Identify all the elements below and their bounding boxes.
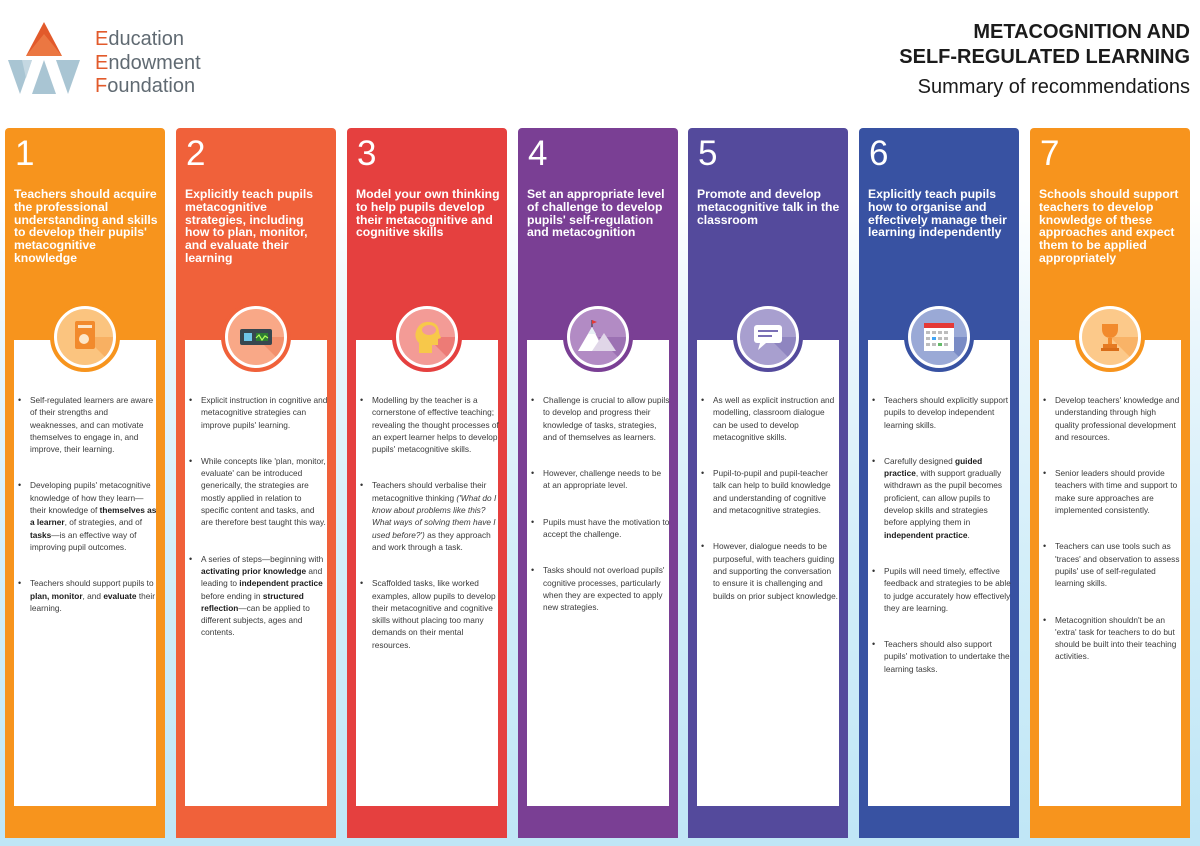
list-item <box>193 553 328 639</box>
list-item <box>22 577 157 614</box>
list-item <box>193 394 328 431</box>
bullet-text-segment: and leading to <box>201 565 323 589</box>
bullet-text-segment: Pupil-to-pupil and pupil-teacher talk can help to build knowledge and understanding of cognitive and metacognitive strategies. <box>713 468 831 516</box>
bullet-text-segment: Explicit instruction in cognitive and metacognitive strategies can improve pupils' learning. <box>201 395 328 430</box>
icon-badge <box>563 302 633 372</box>
recommendation-number: 2 <box>186 134 206 173</box>
page-title: METACOGNITION AND SELF-REGULATED LEARNING <box>899 21 1190 68</box>
bullet-text-segment: Pupils will need timely, effective feedback and strategies to be able to judge accurately how effectively they are learning. <box>884 565 1011 613</box>
bullet-text-segment: Teachers should explicitly support pupils to develop independent learning skills. <box>884 395 1009 430</box>
list-item <box>1047 394 1182 443</box>
bullet-text-segment: activating prior knowledge <box>201 565 307 576</box>
bullet-list <box>876 394 1011 699</box>
header <box>0 0 1200 120</box>
list-item <box>364 394 499 455</box>
bullet-text-segment: Developing pupils' metacognitive knowledge of how they learn—their knowledge of <box>30 480 151 516</box>
recommendation-number: 6 <box>869 134 889 173</box>
recommendation-heading: Teachers should acquire the professional understanding and skills to develop their pupils' metacognitive knowledge <box>14 187 158 265</box>
list-item <box>1047 540 1182 589</box>
bullet-text-segment: plan, monitor <box>30 590 83 601</box>
bullet-text-segment: evaluate <box>103 590 137 601</box>
bullet-text-segment: their learning. <box>30 590 155 613</box>
bullet-text-segment: independent practice <box>884 529 968 540</box>
bullet-text-segment: A series of steps—beginning with <box>201 553 324 564</box>
bullet-text-segment: tasks <box>30 529 52 540</box>
list-item <box>876 565 1011 614</box>
recommendation-column-5 <box>688 128 848 838</box>
list-item <box>705 394 840 443</box>
recommendation-column-2 <box>176 128 336 838</box>
bullet-text-segment: While concepts like 'plan, monitor, evaluate' can be introduced generically, the strategies are mostly applied in relation to specific content and tasks, and are therefore best taught this way. <box>201 455 326 528</box>
list-item <box>705 467 840 516</box>
bullet-text-segment: as they approach and work through a task. <box>372 529 491 552</box>
calendar-icon <box>911 309 967 365</box>
recommendation-number: 5 <box>698 134 718 173</box>
recommendation-heading: Schools should support teachers to develop knowledge of these approaches and expect them to be applied appropriately <box>1039 187 1179 265</box>
page-subtitle: Summary of recommendations <box>917 76 1190 98</box>
list-item <box>535 564 670 613</box>
bullet-list <box>535 394 670 638</box>
bullet-text-segment: , and <box>82 590 104 601</box>
bullet-text-segment: Develop teachers' knowledge and understanding through high quality professional development and resources. <box>1055 395 1180 442</box>
list-item <box>364 479 499 553</box>
bullet-list <box>364 394 499 675</box>
bullet-text-segment: Metacognition shouldn't be an 'extra' task for teachers to do but should be built into their teaching activities. <box>1055 614 1177 662</box>
list-item <box>22 394 157 455</box>
list-item <box>535 394 670 443</box>
bullet-text-segment: Modelling by the teacher is a cornerstone of effective teaching; revealing the thought processes of an expert learner helps to develop pupils' metacognitive skills. <box>372 395 499 455</box>
bullet-text-segment: —can be applied to different subjects, ages and contents. <box>201 602 310 638</box>
bullet-text-segment: As well as explicit instruction and modelling, classroom dialogue can be used to develop metacognitive skills. <box>713 395 835 442</box>
list-item <box>22 479 157 553</box>
recommendation-number: 3 <box>357 134 377 173</box>
bullet-text-segment: Carefully designed <box>884 455 956 466</box>
recommendation-heading: Explicitly teach pupils how to organise and effectively manage their learning independently <box>868 187 1007 240</box>
bullet-text-segment: Teachers should also support pupils' motivation to undertake the learning tasks. <box>884 639 1010 674</box>
icon-badge <box>904 302 974 372</box>
list-item <box>193 455 328 529</box>
recommendation-column-4 <box>518 128 678 838</box>
organisation-name: Education Endowment Foundation <box>95 28 201 97</box>
bullet-text-segment: guided practice <box>884 455 983 479</box>
bullet-text-segment: independent practice <box>239 578 323 589</box>
list-item <box>705 540 840 601</box>
list-item <box>364 577 499 651</box>
recommendation-number: 1 <box>15 134 35 173</box>
circuit-board-icon <box>228 309 284 365</box>
icon-badge <box>733 302 803 372</box>
bullet-text-segment: Teachers can use tools such as 'traces' and observation to assess pupils' use of self-regulated learning skills. <box>1055 541 1180 589</box>
bullet-list <box>22 394 157 638</box>
recommendation-column-3 <box>347 128 507 838</box>
bullet-text-segment: Senior leaders should provide teachers with time and support to make sure approaches are implemented consistently. <box>1055 468 1178 516</box>
recommendation-column-7 <box>1030 128 1190 838</box>
list-item <box>535 467 670 492</box>
bullet-text-segment: Tasks should not overload pupils' cognitive processes, particularly when they are expected to apply new strategies. <box>543 565 665 613</box>
bullet-text-segment: ('What do I know about problems like this? What ways of solving them have I used before?') <box>372 492 497 540</box>
bullet-text-segment: Teachers should support pupils to <box>30 578 154 589</box>
recommendation-heading: Model your own thinking to help pupils develop their metacognitive and cognitive skills <box>356 187 500 240</box>
recommendation-heading: Promote and develop metacognitive talk in the classroom <box>697 187 840 227</box>
mountains-icon <box>570 309 626 365</box>
list-item <box>1047 614 1182 663</box>
speech-bubble-icon <box>740 309 796 365</box>
icon-badge <box>221 302 291 372</box>
icon-badge <box>1075 302 1145 372</box>
list-item <box>535 516 670 541</box>
recommendation-number: 7 <box>1040 134 1060 173</box>
list-item <box>1047 467 1182 516</box>
recommendation-heading: Set an appropriate level of challenge to develop pupils' self-regulation and metacognition <box>527 187 665 240</box>
trophy-icon <box>1082 309 1138 365</box>
bullet-list <box>193 394 328 663</box>
bullet-text-segment: —is an effective way of improving pupil outcomes. <box>30 529 137 552</box>
eef-logo-icon <box>8 20 80 96</box>
list-item <box>876 455 1011 541</box>
icon-badge <box>50 302 120 372</box>
icon-badge <box>392 302 462 372</box>
list-item <box>876 394 1011 431</box>
bullet-text-segment: before ending in <box>201 590 263 601</box>
recommendation-column-1 <box>5 128 165 838</box>
recommendation-number: 4 <box>528 134 548 173</box>
bullet-text-segment: Scaffolded tasks, like worked examples, allow pupils to develop their metacognitive and cognitive skills without placing too many demands on their mental resources. <box>372 578 496 650</box>
bullet-text-segment: Self-regulated learners are aware of their strengths and weaknesses, and can motivate themselves to engage in, and improve, their learning. <box>30 395 154 455</box>
bullet-text-segment: , of strategies, and of <box>64 517 143 528</box>
list-item <box>876 638 1011 675</box>
bullet-text-segment: Pupils must have the motivation to accept the challenge. <box>543 516 670 540</box>
bullet-text-segment: . <box>967 529 970 540</box>
bullet-text-segment: themselves as a learner <box>30 505 157 528</box>
bullet-text-segment: Teachers should verbalise their metacognitive thinking <box>372 480 487 503</box>
recommendation-column-6 <box>859 128 1019 838</box>
bullet-list <box>1047 394 1182 687</box>
bullet-text-segment: However, challenge needs to be at an appropriate level. <box>543 468 662 491</box>
recommendation-heading: Explicitly teach pupils metacognitive strategies, including how to plan, monitor, and evaluate their learning <box>185 187 314 265</box>
bullet-text-segment: Challenge is crucial to allow pupils to develop and progress their knowledge of tasks, strategies, and of themselves as learners. <box>543 395 670 442</box>
document-icon <box>57 309 113 365</box>
bullet-text-segment: However, dialogue needs to be purposeful, with teachers guiding and supporting the conversation to ensure it is challenging and builds on prior subject knowledge. <box>713 541 838 601</box>
head-brain-icon <box>399 309 455 365</box>
bullet-list <box>705 394 840 626</box>
bullet-text-segment: , with support gradually withdrawn as the pupil becomes proficient, can allow pupils to develop skills and strategies before applying them in <box>884 468 1003 528</box>
bullet-text-segment: structured reflection <box>201 590 304 613</box>
